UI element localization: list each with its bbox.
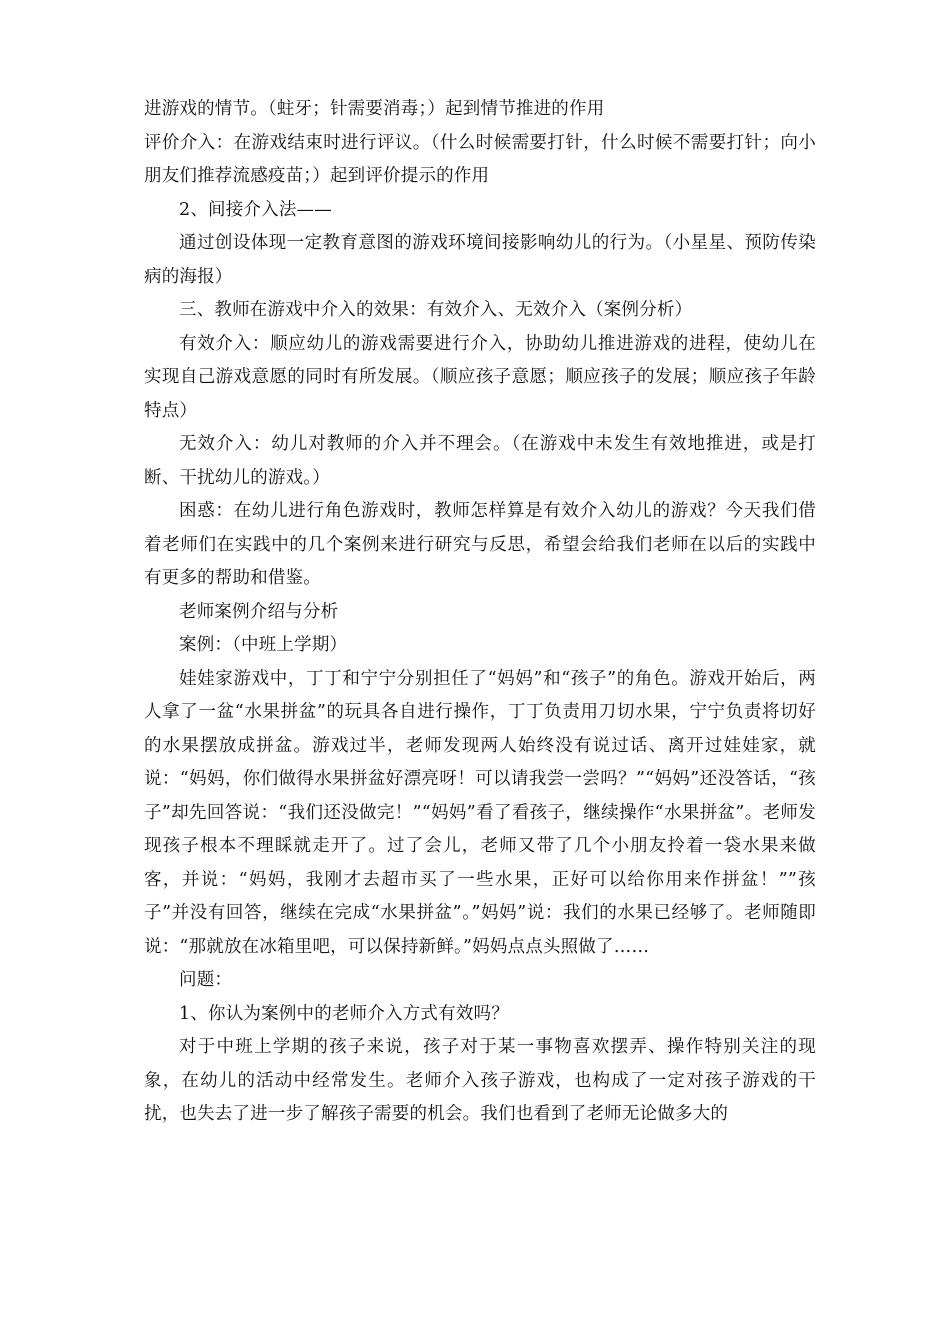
heading-case: 案例：（中班上学期） xyxy=(179,635,348,655)
document-body xyxy=(144,93,816,1132)
heading-case-introduction: 老师案例介绍与分析 xyxy=(179,601,339,622)
paragraph-ineffective-intervention: 无效介入：幼儿对教师的介入并不理会。（在游戏中未发生有效地推进，或是打断、干扰幼儿的游戏。） xyxy=(144,434,816,488)
heading-indirect-intervention: 2、间接介入法—— xyxy=(179,199,332,220)
paragraph-evaluation-intervention: 评价介入：在游戏结束时进行评议。（什么时候需要打针，什么时候不需要打针；向小朋友们推荐流感疫苗；）起到评价提示的作用 xyxy=(144,132,816,186)
question-1: 1、你认为案例中的老师介入方式有效吗？ xyxy=(179,1003,509,1024)
paragraph-case-story: 娃娃家游戏中，丁丁和宁宁分别担任了“妈妈”和“孩子”的角色。游戏开始后，两人拿了一盆“水果拼盆”的玩具各自进行操作，丁丁负责用刀切水果，宁宁负责将切好的水果摆放成拼盆。游戏过半，老师发现两人始终没有说过话、离开过娃娃家，就说：“妈妈，你们做得水果拼盆好漂亮呀！可以请我尝一尝吗？”“妈妈”还没答话，“孩子”却先回答说：“我们还没做完！”“妈妈”看了看孩子，继续操作“水果拼盆”。老师发现孩子根本不理睬就走开了。过了会儿，老师又带了几个小朋友拎着一袋水果来做客，并说：“妈妈，我刚才去超市买了一些水果，正好可以给你用来作拼盆！””孩子”并没有回答，继续在完成“水果拼盆”。”妈妈”说：我们的水果已经够了。老师随即说：“那就放在冰箱里吧，可以保持新鲜。”妈妈点点头照做了…… xyxy=(144,668,816,957)
heading-questions: 问题： xyxy=(179,970,233,990)
heading-intervention-effects: 三、教师在游戏中介入的效果：有效介入、无效介入（案例分析） xyxy=(179,300,693,320)
paragraph-effective-intervention: 有效介入：顺应幼儿的游戏需要进行介入，协助幼儿推进游戏的进程，使幼儿在实现自己游戏意愿的同时有所发展。（顺应孩子意愿；顺应孩子的发展；顺应孩子年龄特点） xyxy=(144,333,816,421)
paragraph-indirect-description: 通过创设体现一定教育意图的游戏环境间接影响幼儿的行为。（小星星、预防传染病的海报） xyxy=(144,233,816,287)
paragraph-game-plot: 进游戏的情节。（蛀牙；针需要消毒；）起到情节推进的作用 xyxy=(144,99,605,119)
paragraph-answer-1: 对于中班上学期的孩子来说，孩子对于某一事物喜欢摆弄、操作特别关注的现象，在幼儿的活动中经常发生。老师介入孩子游戏，也构成了一定对孩子游戏的干扰，也失去了进一步了解孩子需要的机会。我们也看到了老师无论做多大的 xyxy=(144,1037,816,1124)
paragraph-confusion: 困惑：在幼儿进行角色游戏时，教师怎样算是有效介入幼儿的游戏？今天我们借着老师们在实践中的几个案例来进行研究与反思，希望会给我们老师在以后的实践中有更多的帮助和借鉴。 xyxy=(144,501,816,588)
